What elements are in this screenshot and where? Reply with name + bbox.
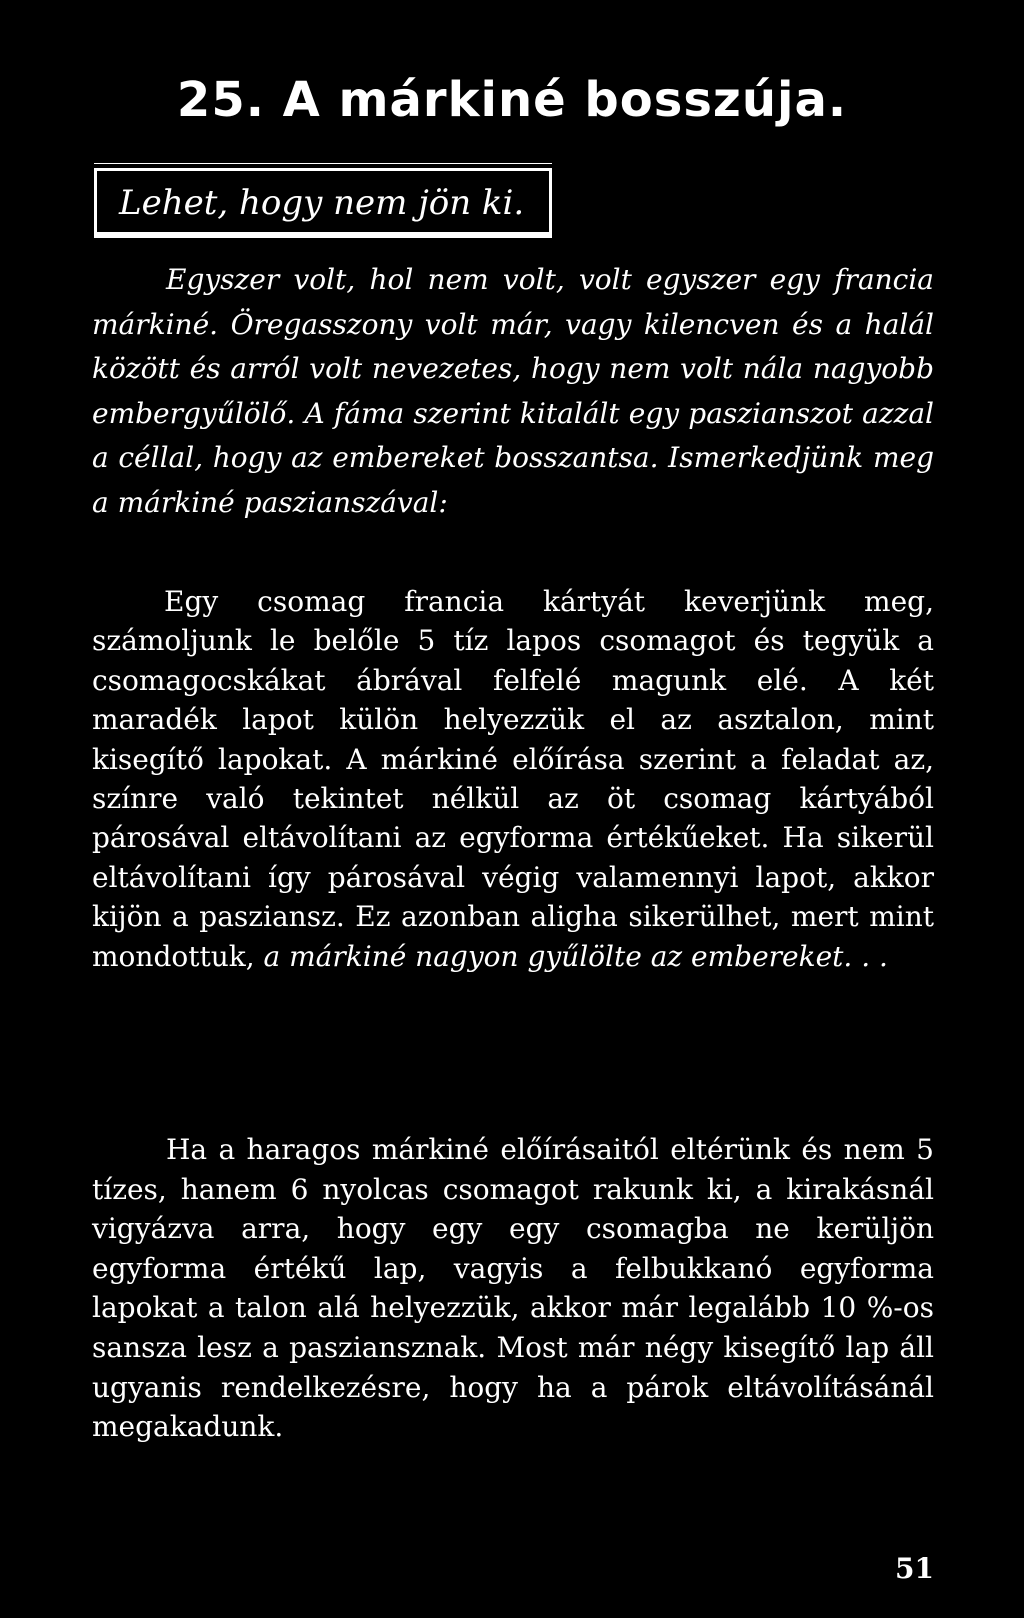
intro-paragraph <box>92 258 934 526</box>
intro-text: Egyszer volt, hol nem volt, volt egyszer egy francia márkiné. Öregasszony volt már, vagy kilencven és a halál között és arról volt nevezetes, hogy nem volt nála nagyobb embergyűlölő. A fáma szerint kitalált egy paszianszot azzal a céllal, hogy az embereket bosszantsa. Ismerkedjünk meg a márkiné paszianszával: <box>92 263 934 519</box>
page-number: 51 <box>895 1552 934 1585</box>
chapter-title: 25. A márkiné bosszúja. <box>176 72 848 128</box>
rules-italic-text: a márkiné nagyon gyűlölte az embereket. . . <box>263 939 888 973</box>
chapter-subtitle: Lehet, hogy nem jön ki. <box>119 183 525 223</box>
rules-text: Egy csomag francia kártyát keverjünk meg, számoljunk le belőle 5 tíz lapos csomagot és tegyük a csomagocskákat ábrával felfelé magunk elé. A két maradék lapot külön helyezzük el az asztalon, mint kisegítő lapokat. A márkiné előírása szerint a feladat az, színre való tekintet nélkül az öt csomag kártyából párosával eltávolítani az egyforma értékűeket. Ha sikerül eltávolítani így párosával végig valamennyi lapot, akkor kijön a pasziansz. Ez azonban aligha sikerülhet, mert mint mondottuk, <box>92 585 934 973</box>
subtitle-frame <box>94 168 552 238</box>
rules-paragraph <box>92 582 934 976</box>
variant-paragraph: Ha a haragos márkiné előírásaitól eltérünk és nem 5 tízes, hanem 6 nyolcas csomagot rakunk ki, a kirakásnál vigyázva arra, hogy egy egy csomagba ne kerüljön egyforma értékű lap, vagyis a felbukkanó egyforma lapokat a talon alá helyezzük, akkor már legalább 10 %-os sansza lesz a pasziansznak. Most már négy kisegítő lap áll ugyanis rendelkezésre, hogy ha a párok eltávolításánál megakadunk. <box>92 1133 934 1444</box>
